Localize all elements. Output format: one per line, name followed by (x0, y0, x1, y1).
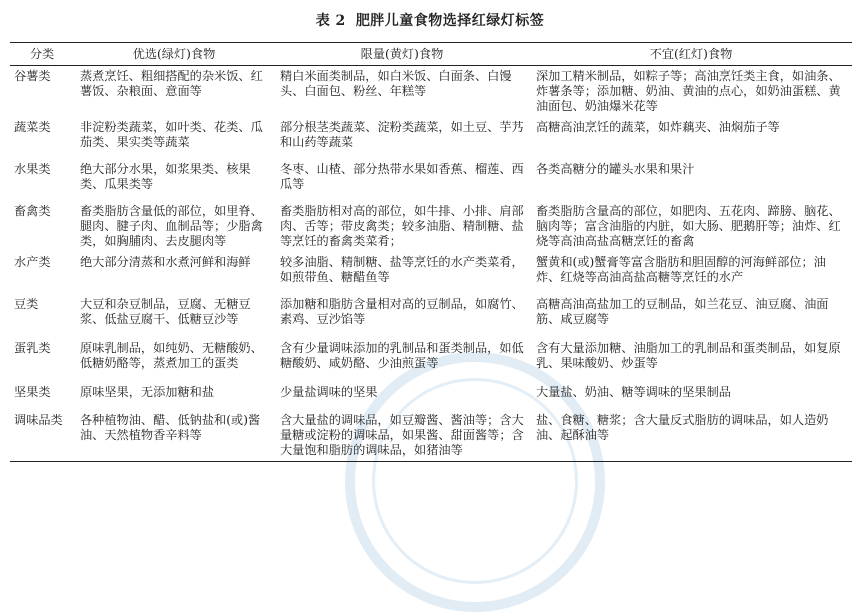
header-category: 分类 (29, 46, 55, 61)
header-red: 不宜(红灯)食物 (649, 46, 733, 61)
red-cell: 畜类脂肪含量高的部位，如肥肉、五花肉、蹄膀、脑花、脑肉等；富含油脂的内脏，如大肠、肥鹅肝等；油炸、红烧等高油高盐高糖烹饪的畜禽 (536, 204, 841, 248)
table-row (10, 66, 852, 118)
green-cell: 各种植物油、醋、低钠盐和(或)酱油、天然植物香辛料等 (80, 413, 261, 442)
category-cell: 畜禽类 (14, 204, 51, 218)
green-cell: 畜类脂肪含量低的部位，如里脊、腿肉、腱子肉、血制品等；少脂禽类，如胸脯肉、去皮腿肉等 (80, 204, 263, 248)
yellow-cell: 畜类脂肪相对高的部位，如牛排、小排、肩部肉、舌等；带皮禽类；较多油脂、精制糖、盐等烹饪的畜禽类菜肴； (280, 204, 524, 248)
green-cell: 大豆和杂豆制品，豆腐、无糖豆浆、低盐豆腐干、低糖豆沙等 (80, 297, 251, 326)
yellow-cell: 含大量盐的调味品，如豆瓣酱、酱油等；含大量糖或淀粉的调味品，如果酱、甜面酱等；含大量饱和脂肪的调味品，如猪油等 (280, 413, 524, 457)
red-cell: 高糖高油烹饪的蔬菜，如炸藕夹、油焖茄子等 (536, 120, 780, 134)
category-cell: 水产类 (14, 255, 51, 269)
header-green: 优选(绿灯)食物 (132, 46, 216, 61)
yellow-cell: 冬枣、山楂、部分热带水果如香蕉、榴莲、西瓜等 (280, 162, 524, 191)
green-cell: 绝大部分水果，如浆果类、核果类、瓜果类等 (80, 162, 251, 191)
table-caption: 肥胖儿童食物选择红绿灯标签 (355, 13, 545, 29)
red-cell: 各类高糖分的罐头水果和果汁 (536, 162, 695, 176)
green-cell: 非淀粉类蔬菜，如叶类、花类、瓜茄类、果实类等蔬菜 (80, 120, 263, 149)
table-row (10, 382, 852, 410)
yellow-cell: 添加糖和脂肪含量相对高的豆制品，如腐竹、素鸡、豆沙馅等 (280, 297, 524, 326)
green-cell: 原味乳制品，如纯奶、无糖酸奶、低糖奶酪等，蒸煮加工的蛋类 (80, 341, 263, 370)
category-cell: 调味品类 (14, 413, 63, 427)
red-cell: 蟹黄和(或)蟹膏等富含脂肪和胆固醇的河海鲜部位；油炸、红烧等高油高盐高糖等烹饪的水产 (536, 255, 826, 284)
green-cell: 原味坚果，无添加糖和盐 (80, 385, 215, 399)
category-cell: 蛋乳类 (14, 341, 51, 355)
yellow-cell: 较多油脂、精制糖、盐等烹饪的水产类菜肴，如煎带鱼、糖醋鱼等 (280, 255, 524, 284)
red-cell: 含有大量添加糖、油脂加工的乳制品和蛋类制品，如复原乳、果味酸奶、炒蛋等 (536, 341, 841, 370)
yellow-cell: 精白米面类制品，如白米饭、白面条、白馒头、白面包、粉丝、年糕等 (280, 69, 512, 98)
category-cell: 蔬菜类 (14, 120, 51, 134)
table-row (10, 117, 852, 159)
table-row (10, 294, 852, 338)
green-cell: 蒸煮烹饪、粗细搭配的杂米饭、红薯饭、杂粮面、意面等 (80, 69, 263, 98)
category-cell: 豆类 (14, 297, 39, 311)
table-title (0, 10, 860, 30)
table-row (10, 338, 852, 382)
table-number: 表 2 (315, 13, 346, 29)
table-row (10, 252, 852, 294)
green-cell: 绝大部分清蒸和水煮河鲜和海鲜 (80, 255, 251, 269)
category-cell: 坚果类 (14, 385, 51, 399)
category-cell: 谷薯类 (14, 69, 51, 83)
category-cell: 水果类 (14, 162, 51, 176)
table-row (10, 201, 852, 252)
yellow-cell: 部分根茎类蔬菜、淀粉类蔬菜，如土豆、芋艿和山药等蔬菜 (280, 120, 524, 149)
red-cell: 盐、食糖、糖浆；含大量反式脂肪的调味品，如人造奶油、起酥油等 (536, 413, 829, 442)
red-cell: 深加工精米制品，如粽子等；高油烹饪类主食，如油条、炸薯条等；添加糖、奶油、黄油的点心，如奶油蛋糕、黄油面包、奶油爆米花等 (536, 69, 841, 113)
header-yellow: 限量(黄灯)食物 (360, 46, 444, 61)
red-cell: 大量盐、奶油、糖等调味的坚果制品 (536, 385, 731, 399)
header-row (10, 43, 852, 66)
red-cell: 高糖高油高盐加工的豆制品，如兰花豆、油豆腐、油面筋、咸豆腐等 (536, 297, 829, 326)
table-row (10, 159, 852, 201)
yellow-cell: 少量盐调味的坚果 (280, 385, 378, 399)
food-traffic-light-table (10, 42, 852, 462)
yellow-cell: 含有少量调味添加的乳制品和蛋类制品，如低糖酸奶、咸奶酪、少油煎蛋等 (280, 341, 524, 370)
